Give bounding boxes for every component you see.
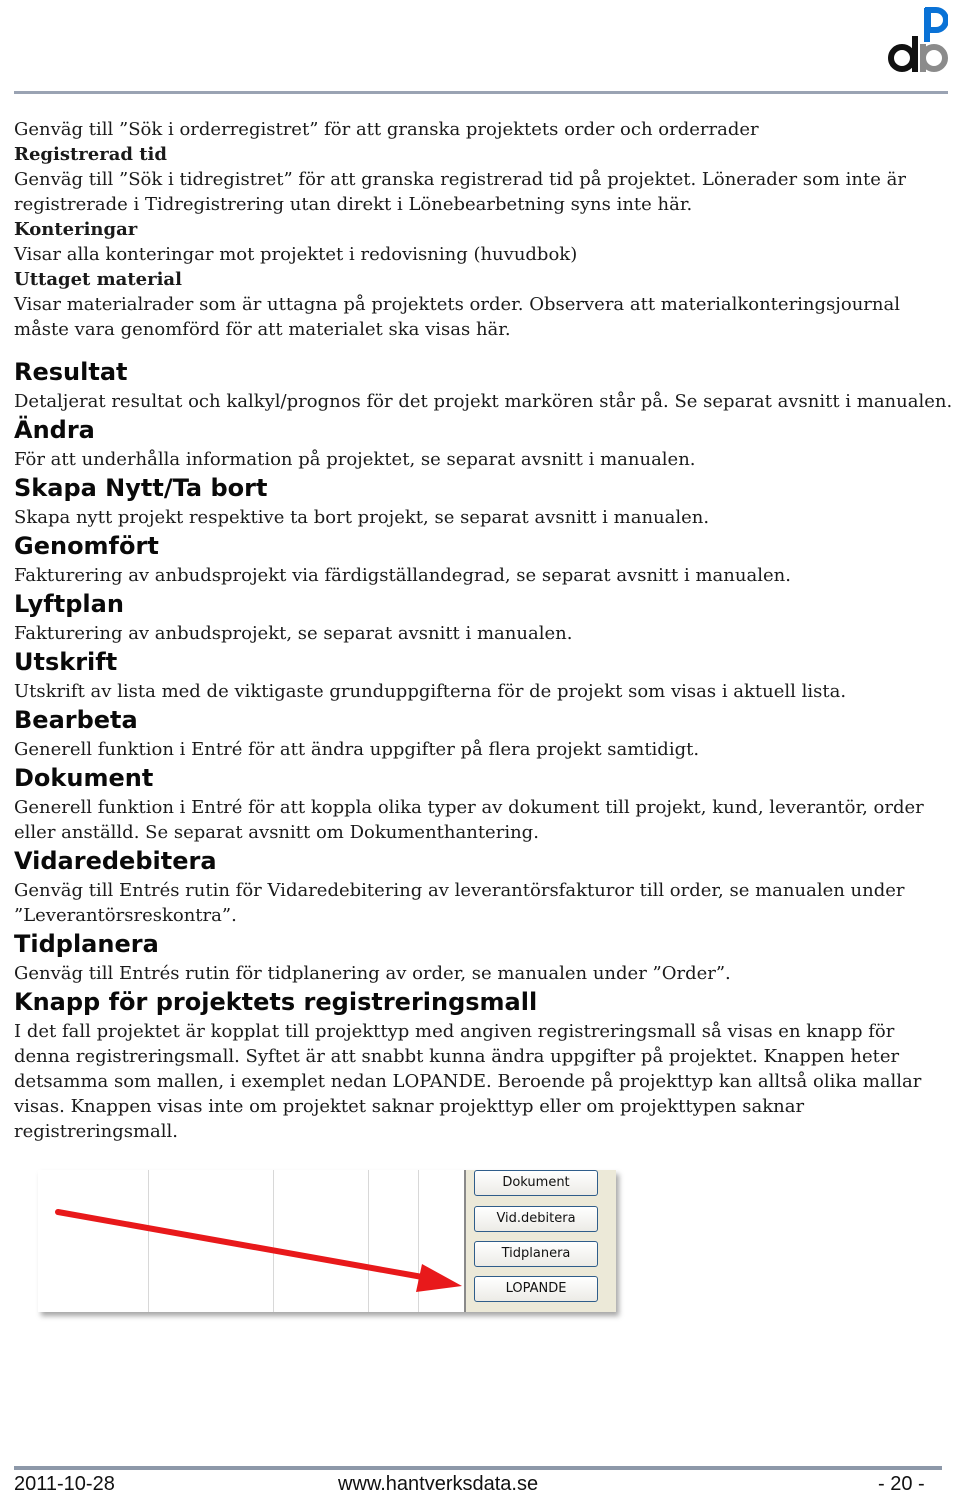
- section-text: Generell funktion i Entré för att koppla olika typer av dokument till projekt, kund, leverantör, order eller anställd. Se separat avsnitt om Dokumenthantering.: [14, 797, 924, 843]
- section-title: Bearbeta: [14, 706, 138, 734]
- section-title: Skapa Nytt/Ta bort: [14, 474, 268, 502]
- section-title: Knapp för projektets registreringsmall: [14, 988, 538, 1016]
- dokument-button[interactable]: Dokument: [474, 1170, 598, 1196]
- red-arrow-icon: [38, 1170, 478, 1312]
- uttaget-material-text: Visar materialrader som är uttagna på projektets order. Observera att materialkonteringsjournal måste vara genomförd för att materialet ska visas här.: [14, 294, 900, 340]
- section-text: Fakturering av anbudsprojekt, se separat avsnitt i manualen.: [14, 623, 573, 644]
- tidplanera-button[interactable]: Tidplanera: [474, 1241, 598, 1267]
- section-title: Vidaredebitera: [14, 847, 217, 875]
- section-text: Fakturering av anbudsprojekt via färdigställandegrad, se separat avsnitt i manualen.: [14, 565, 791, 586]
- section-title: Genomfört: [14, 532, 159, 560]
- document-body: [14, 117, 954, 1144]
- registrerad-tid-text: Genväg till ”Sök i tidregistret” för att granska registrerad tid på projektet. Lönerader som inte är registrerade i Tidregistrering utan direkt i Lönebearbetning syns inte här.: [14, 169, 906, 215]
- section-text: Genväg till Entrés rutin för Vidaredebitering av leverantörsfakturor till order, se manualen under ”Leverantörsreskontra”.: [14, 880, 905, 926]
- section-title: Ändra: [14, 416, 95, 444]
- intro-order-text: Genväg till ”Sök i orderregistret” för att granska projektets order och orderrader: [14, 119, 759, 140]
- company-logo-icon: [884, 6, 948, 74]
- footer-date: 2011-10-28: [14, 1473, 115, 1495]
- section-text: Skapa nytt projekt respektive ta bort projekt, se separat avsnitt i manualen.: [14, 507, 710, 528]
- section-title: Tidplanera: [14, 930, 159, 958]
- header-rule: [14, 91, 948, 94]
- section-text: Genväg till Entrés rutin för tidplanering av order, se manualen under ”Order”.: [14, 963, 731, 984]
- footer-website: www.hantverksdata.se: [338, 1473, 539, 1495]
- section-title: Lyftplan: [14, 590, 124, 618]
- example-screenshot: [38, 1170, 616, 1312]
- section-text: För att underhålla information på projektet, se separat avsnitt i manualen.: [14, 449, 696, 470]
- section-title: Resultat: [14, 358, 128, 386]
- footer-rule: [14, 1466, 942, 1470]
- section-text: Generell funktion i Entré för att ändra uppgifter på flera projekt samtidigt.: [14, 739, 700, 760]
- section-text: I det fall projektet är kopplat till projekttyp med angiven registreringsmall så visas en knapp för denna registreringsmall. Syftet är att snabbt kunna ändra uppgifter på projektet. Knappen heter detsamma som mallen, i exemplet nedan LOPANDE. Beroende på projekttyp kan alltså olika mallar visas. Knappen visas inte om projektet saknar projekttyp eller om projekttypen saknar registreringsmall.: [14, 1021, 922, 1142]
- konteringar-heading: Konteringar: [14, 219, 138, 240]
- konteringar-text: Visar alla konteringar mot projektet i redovisning (huvudbok): [14, 244, 578, 265]
- section-text: Utskrift av lista med de viktigaste grunduppgifterna för de projekt som visas i aktuell lista.: [14, 681, 847, 702]
- lopande-button[interactable]: LOPANDE: [474, 1276, 598, 1302]
- uttaget-material-heading: Uttaget material: [14, 269, 182, 290]
- registrerad-tid-heading: Registrerad tid: [14, 144, 167, 165]
- section-title: Dokument: [14, 764, 154, 792]
- button-panel: [464, 1170, 616, 1312]
- vid-debitera-button[interactable]: Vid.debitera: [474, 1206, 598, 1232]
- section-title: Utskrift: [14, 648, 118, 676]
- section-text: Detaljerat resultat och kalkyl/prognos för det projekt markören står på. Se separat avsnitt i manualen.: [14, 391, 953, 412]
- footer-page-number: - 20 -: [878, 1473, 925, 1495]
